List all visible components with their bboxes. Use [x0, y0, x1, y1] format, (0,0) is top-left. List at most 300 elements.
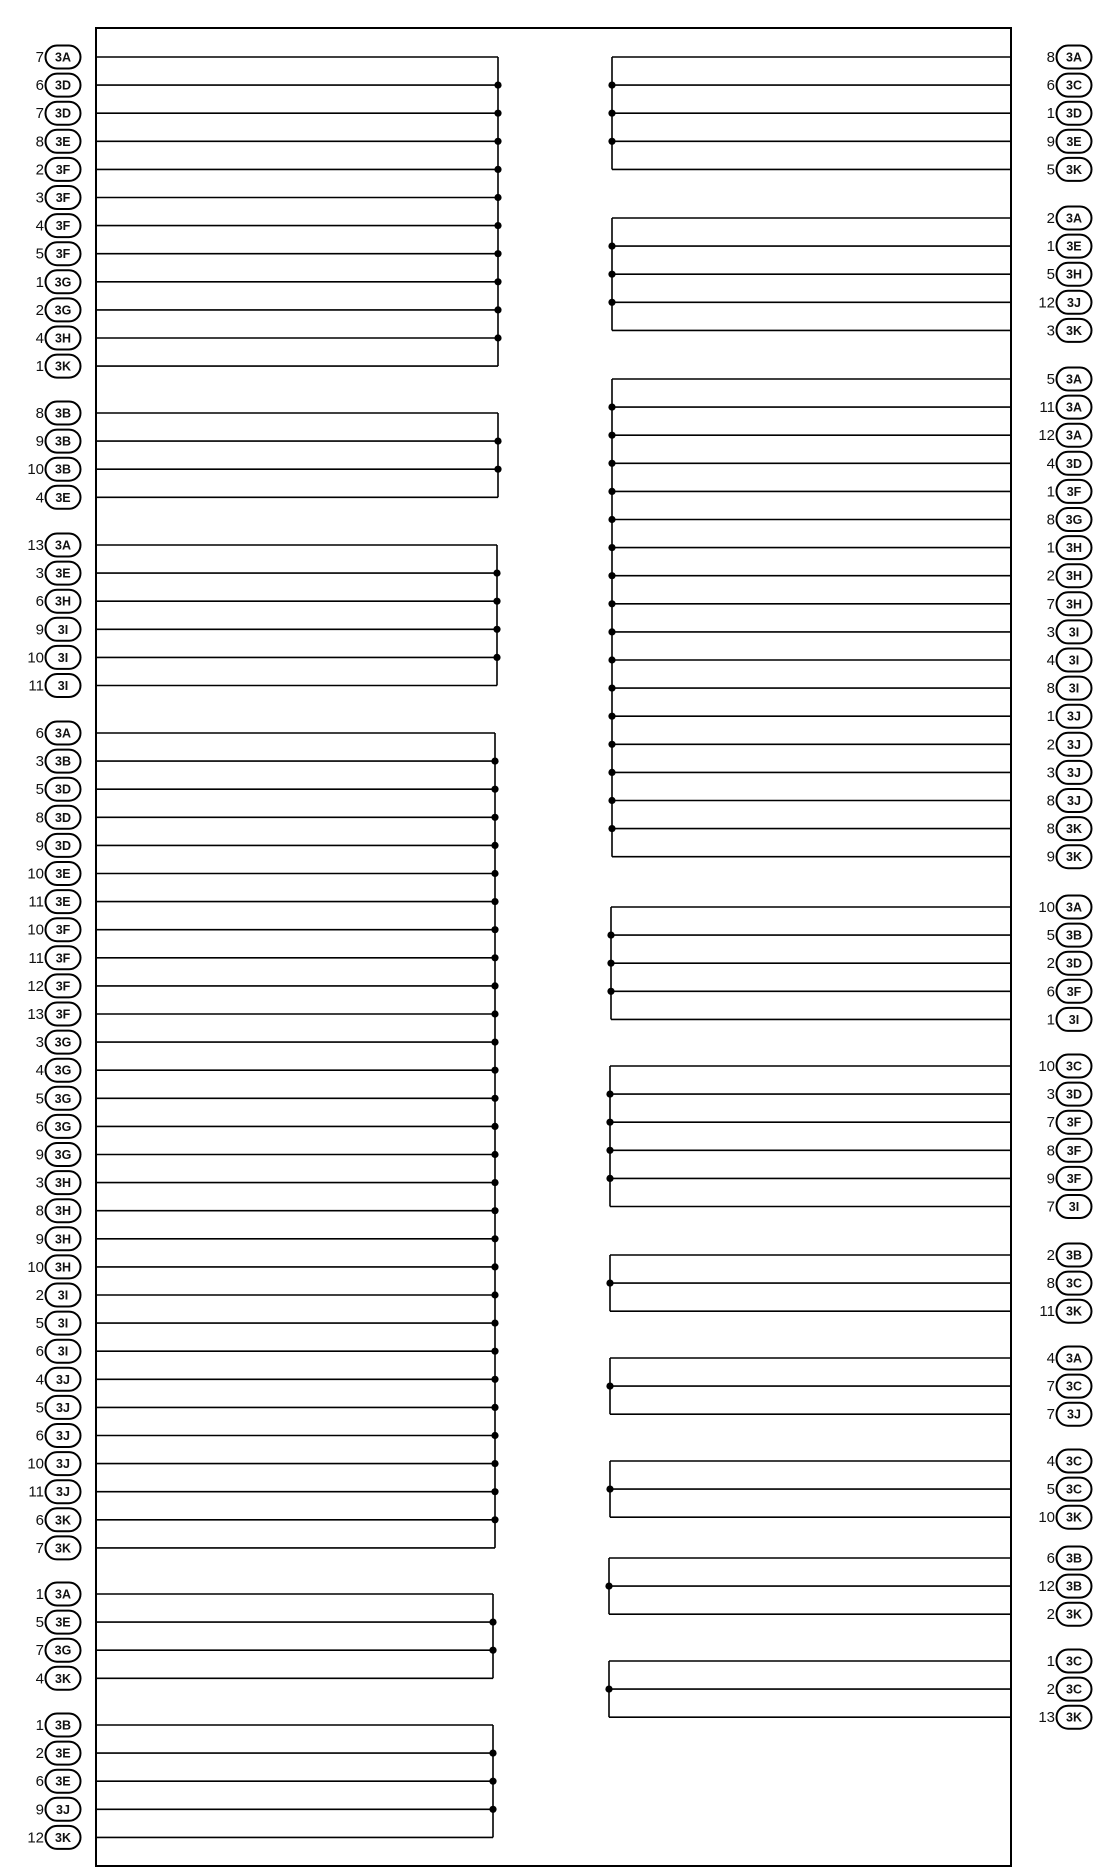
right-junction-dot [608, 544, 615, 551]
left-pin-number: 7 [35, 1539, 44, 1557]
right-junction-dot [606, 1280, 613, 1287]
right-junction-dot [606, 1175, 613, 1182]
left-junction-dot [491, 898, 498, 905]
right-junction-dot [608, 299, 615, 306]
left-junction-dot [494, 110, 501, 117]
left-pin-number: 9 [35, 1801, 44, 1819]
right-junction-dot [606, 1119, 613, 1126]
left-junction-dot [493, 654, 500, 661]
right-pin-number: 1 [1046, 105, 1055, 123]
right-junction-dot [607, 960, 614, 967]
right-connector-label: 3B [1066, 1579, 1082, 1594]
right-pin-number: 7 [1046, 1378, 1055, 1396]
left-pin-number: 3 [35, 189, 44, 207]
left-pin-number: 7 [35, 1642, 44, 1660]
left-junction-dot [494, 222, 501, 229]
right-pin-number: 5 [1046, 266, 1055, 284]
left-pin-number: 4 [35, 1670, 44, 1688]
right-junction-dot [608, 460, 615, 467]
left-connector-groups [27, 46, 501, 1849]
left-junction-dot [491, 1207, 498, 1214]
left-pin-number: 4 [35, 1371, 44, 1389]
right-pin-number: 9 [1046, 848, 1055, 866]
right-connector-label: 3D [1066, 1087, 1082, 1102]
left-junction-dot [491, 1095, 498, 1102]
right-pin-number: 12 [1038, 427, 1055, 445]
right-connector-label: 3F [1066, 484, 1082, 499]
left-group-6 [27, 1714, 496, 1849]
right-pin-number: 7 [1046, 1114, 1055, 1132]
outer-frame [96, 28, 1011, 1866]
left-pin-number: 5 [35, 1614, 44, 1632]
right-pin-number: 4 [1046, 1453, 1055, 1470]
left-connector-label: 3H [55, 1176, 71, 1191]
right-pin-number: 8 [1046, 49, 1055, 66]
right-pin-number: 8 [1046, 792, 1055, 810]
left-junction-dot [491, 982, 498, 989]
right-pin-number: 2 [1046, 1606, 1055, 1624]
left-pin-number: 10 [27, 1258, 44, 1276]
left-pin-number: 9 [35, 1146, 44, 1164]
right-connector-label: 3A [1066, 50, 1082, 65]
right-pin-number: 6 [1046, 983, 1055, 1001]
left-pin-number: 9 [35, 433, 44, 451]
right-pin-number: 5 [1046, 927, 1055, 945]
left-junction-dot [491, 1320, 498, 1327]
left-junction-dot [491, 1151, 498, 1158]
right-group-1 [608, 46, 1091, 181]
left-pin-number: 5 [35, 1399, 44, 1417]
right-connector-label: 3F [1066, 1171, 1082, 1186]
right-junction-dot [606, 1147, 613, 1154]
left-junction-dot [491, 1123, 498, 1130]
right-connector-label: 3J [1067, 295, 1081, 310]
left-junction-dot [491, 1179, 498, 1186]
left-junction-dot [491, 1432, 498, 1439]
left-connector-label: 3H [55, 594, 71, 609]
left-pin-number: 6 [35, 1511, 44, 1529]
left-connector-label: 3E [55, 490, 71, 505]
left-junction-dot [491, 842, 498, 849]
left-pin-number: 6 [35, 593, 44, 611]
left-pin-number: 6 [35, 725, 44, 742]
right-pin-number: 8 [1046, 511, 1055, 529]
right-pin-number: 3 [1046, 322, 1055, 340]
left-junction-dot [491, 926, 498, 933]
right-junction-dot [608, 404, 615, 411]
left-pin-number: 8 [35, 809, 44, 827]
right-pin-number: 8 [1046, 680, 1055, 698]
right-group-6 [606, 1244, 1091, 1323]
right-connector-label: 3C [1066, 1454, 1082, 1469]
right-pin-number: 6 [1046, 1550, 1055, 1567]
left-connector-label: 3B [55, 754, 71, 769]
right-connector-label: 3K [1066, 1510, 1082, 1525]
right-pin-number: 10 [1038, 1509, 1055, 1527]
left-connector-label: 3K [55, 359, 71, 374]
left-connector-label: 3K [55, 1513, 71, 1528]
left-connector-label: 3I [57, 650, 69, 665]
right-connector-label: 3H [1066, 597, 1082, 612]
left-connector-label: 3H [55, 1232, 71, 1247]
left-connector-label: 3J [56, 1802, 70, 1817]
right-pin-number: 11 [1039, 1303, 1055, 1321]
left-junction-dot [493, 570, 500, 577]
left-connector-label: 3G [54, 1035, 72, 1050]
left-connector-label: 3I [57, 1288, 69, 1303]
left-junction-dot [494, 82, 501, 89]
left-connector-label: 3I [57, 1316, 69, 1331]
right-connector-label: 3K [1066, 323, 1082, 338]
right-connector-label: 3C [1066, 1482, 1082, 1497]
right-pin-number: 10 [1038, 1058, 1055, 1075]
left-junction-dot [489, 1619, 496, 1626]
right-junction-dot [608, 432, 615, 439]
left-pin-number: 5 [35, 1090, 44, 1108]
left-connector-label: 3K [55, 1671, 71, 1686]
right-pin-number: 9 [1046, 1170, 1055, 1188]
right-pin-number: 10 [1038, 899, 1055, 916]
right-pin-number: 3 [1046, 623, 1055, 641]
right-pin-number: 6 [1046, 77, 1055, 95]
left-junction-dot [491, 1039, 498, 1046]
left-pin-number: 10 [27, 649, 44, 667]
left-junction-dot [491, 1235, 498, 1242]
right-connector-label: 3I [1068, 625, 1080, 640]
right-pin-number: 1 [1046, 483, 1055, 501]
left-connector-label: 3F [55, 923, 71, 938]
right-connector-label: 3H [1066, 569, 1082, 584]
left-connector-label: 3I [57, 622, 69, 637]
right-junction-dot [608, 516, 615, 523]
left-junction-dot [491, 1067, 498, 1074]
left-connector-label: 3J [56, 1400, 70, 1415]
left-junction-dot [494, 278, 501, 285]
left-connector-label: 3A [55, 1587, 71, 1602]
right-junction-dot [608, 82, 615, 89]
left-junction-dot [489, 1778, 496, 1785]
right-junction-dot [608, 271, 615, 278]
right-pin-number: 2 [1046, 1247, 1055, 1264]
right-junction-dot [605, 1686, 612, 1693]
right-group-4 [607, 896, 1091, 1031]
right-junction-dot [608, 797, 615, 804]
right-connector-label: 3K [1066, 1304, 1082, 1319]
left-connector-label: 3H [55, 1204, 71, 1219]
left-junction-dot [491, 1010, 498, 1017]
right-connector-label: 3K [1066, 850, 1082, 865]
right-pin-number: 11 [1039, 399, 1055, 417]
left-pin-number: 13 [27, 1006, 44, 1023]
left-pin-number: 10 [27, 865, 44, 883]
right-connector-label: 3J [1067, 1407, 1081, 1422]
left-junction-dot [494, 438, 501, 445]
left-connector-label: 3D [55, 838, 71, 853]
left-pin-number: 1 [35, 1717, 44, 1734]
left-connector-label: 3G [54, 1063, 72, 1078]
right-connector-label: 3D [1066, 956, 1082, 971]
right-group-8 [606, 1450, 1091, 1529]
right-junction-dot [608, 628, 615, 635]
right-connector-label: 3B [1066, 1551, 1082, 1566]
left-junction-dot [494, 138, 501, 145]
right-connector-label: 3A [1066, 211, 1082, 226]
left-group-3 [27, 534, 500, 698]
left-connector-label: 3E [55, 895, 71, 910]
right-connector-label: 3K [1066, 822, 1082, 837]
left-junction-dot [491, 758, 498, 765]
right-junction-dot [606, 1486, 613, 1493]
left-connector-label: 3E [55, 1615, 71, 1630]
left-connector-label: 3D [55, 106, 71, 121]
right-pin-number: 13 [1038, 1709, 1055, 1727]
right-junction-dot [608, 138, 615, 145]
right-connector-label: 3J [1067, 737, 1081, 752]
left-pin-number: 6 [35, 1118, 44, 1136]
right-pin-number: 8 [1046, 1142, 1055, 1160]
left-connector-label: 3I [57, 679, 69, 693]
right-connector-label: 3E [1066, 134, 1082, 149]
left-junction-dot [491, 786, 498, 793]
right-connector-label: 3A [1066, 900, 1082, 915]
left-connector-label: 3F [55, 951, 71, 966]
left-junction-dot [494, 334, 501, 341]
right-junction-dot [608, 600, 615, 607]
left-pin-number: 12 [27, 977, 44, 995]
right-junction-dot [608, 741, 615, 748]
right-pin-number: 7 [1046, 1198, 1055, 1216]
left-pin-number: 2 [35, 161, 44, 179]
left-pin-number: 9 [35, 1230, 44, 1248]
left-connector-label: 3G [54, 1148, 72, 1162]
right-group-3 [608, 368, 1091, 869]
left-junction-dot [489, 1806, 496, 1813]
right-pin-number: 4 [1046, 1350, 1055, 1367]
right-pin-number: 3 [1046, 764, 1055, 782]
left-junction-dot [491, 1460, 498, 1467]
left-group-2 [27, 402, 501, 509]
right-connector-label: 3C [1066, 1654, 1082, 1669]
left-connector-label: 3B [55, 462, 71, 477]
right-group-2 [608, 207, 1091, 342]
left-pin-number: 11 [28, 949, 44, 967]
left-junction-dot [494, 466, 501, 473]
right-junction-dot [608, 685, 615, 692]
left-connector-label: 3G [54, 1091, 72, 1106]
right-pin-number: 7 [1046, 1406, 1055, 1424]
left-junction-dot [489, 1750, 496, 1757]
right-connector-label: 3I [1068, 1200, 1080, 1214]
right-pin-number: 12 [1038, 1578, 1055, 1596]
right-pin-number: 5 [1046, 161, 1055, 179]
left-pin-number: 4 [35, 1062, 44, 1080]
right-connector-label: 3B [1066, 928, 1082, 943]
left-pin-number: 9 [35, 621, 44, 639]
left-connector-label: 3K [55, 1830, 71, 1845]
left-pin-number: 3 [35, 565, 44, 583]
left-pin-number: 6 [35, 1773, 44, 1791]
right-connector-label: 3C [1066, 1276, 1082, 1291]
right-pin-number: 2 [1046, 1681, 1055, 1699]
left-connector-label: 3D [55, 78, 71, 93]
right-connector-label: 3J [1067, 794, 1081, 808]
left-connector-label: 3F [55, 191, 71, 205]
left-pin-number: 9 [35, 837, 44, 855]
right-junction-dot [607, 988, 614, 995]
right-junction-dot [605, 1583, 612, 1590]
right-junction-dot [608, 713, 615, 720]
left-junction-dot [494, 194, 501, 201]
right-junction-dot [608, 656, 615, 663]
left-pin-number: 13 [27, 537, 44, 554]
right-junction-dot [608, 110, 615, 117]
left-junction-dot [491, 1404, 498, 1411]
left-pin-number: 12 [27, 1829, 44, 1847]
left-connector-label: 3F [55, 1007, 71, 1022]
left-connector-label: 3I [57, 1344, 69, 1359]
right-connector-label: 3K [1066, 1607, 1082, 1622]
right-pin-number: 2 [1046, 567, 1055, 585]
right-connector-label: 3I [1068, 681, 1080, 696]
left-pin-number: 2 [35, 301, 44, 319]
right-junction-dot [608, 243, 615, 250]
right-pin-number: 1 [1046, 539, 1055, 557]
left-junction-dot [491, 954, 498, 961]
right-connector-label: 3G [1065, 513, 1083, 527]
left-pin-number: 7 [35, 49, 44, 66]
left-pin-number: 6 [35, 1343, 44, 1361]
right-pin-number: 1 [1046, 708, 1055, 726]
left-junction-dot [491, 1376, 498, 1383]
right-connector-label: 3C [1066, 1059, 1082, 1074]
left-connector-label: 3B [55, 1718, 71, 1733]
right-group-7 [606, 1347, 1091, 1426]
left-connector-label: 3J [56, 1372, 70, 1387]
left-pin-number: 11 [28, 677, 44, 695]
right-pin-number: 5 [1046, 371, 1055, 388]
left-pin-number: 2 [35, 1287, 44, 1304]
right-pin-number: 5 [1046, 1481, 1055, 1499]
right-junction-dot [608, 572, 615, 579]
right-connector-groups [605, 46, 1091, 1729]
left-pin-number: 11 [28, 893, 44, 911]
left-connector-label: 3H [55, 331, 71, 346]
left-pin-number: 1 [35, 273, 44, 291]
left-connector-label: 3E [55, 134, 71, 149]
left-connector-label: 3A [55, 538, 71, 553]
right-pin-number: 8 [1046, 1275, 1055, 1293]
right-junction-dot [608, 769, 615, 776]
left-connector-label: 3E [55, 1746, 71, 1761]
left-connector-label: 3G [54, 1643, 72, 1658]
right-connector-label: 3C [1066, 78, 1082, 93]
right-junction-dot [608, 825, 615, 832]
left-connector-label: 3E [55, 1774, 71, 1789]
right-connector-label: 3I [1068, 653, 1080, 668]
left-pin-number: 5 [35, 781, 44, 799]
left-junction-dot [491, 1488, 498, 1495]
right-pin-number: 1 [1046, 238, 1055, 256]
left-connector-label: 3B [55, 406, 71, 421]
right-pin-number: 7 [1046, 595, 1055, 613]
left-connector-label: 3J [56, 1457, 70, 1472]
left-pin-number: 8 [35, 133, 44, 151]
left-junction-dot [491, 1291, 498, 1298]
right-connector-label: 3K [1066, 1710, 1082, 1725]
left-junction-dot [493, 598, 500, 605]
left-junction-dot [493, 626, 500, 633]
left-connector-label: 3F [55, 162, 71, 177]
left-connector-label: 3G [54, 275, 72, 290]
left-pin-number: 6 [35, 1427, 44, 1445]
right-pin-number: 4 [1046, 652, 1055, 669]
right-junction-dot [608, 488, 615, 495]
left-pin-number: 8 [35, 405, 44, 422]
left-connector-label: 3A [55, 50, 71, 65]
left-connector-label: 3D [55, 810, 71, 825]
left-connector-label: 3F [55, 247, 71, 262]
right-connector-label: 3A [1066, 372, 1082, 387]
right-pin-number: 2 [1046, 736, 1055, 754]
left-junction-dot [491, 1516, 498, 1523]
left-pin-number: 1 [35, 1586, 44, 1603]
left-junction-dot [491, 814, 498, 821]
right-connector-label: 3F [1066, 984, 1082, 999]
right-junction-dot [606, 1383, 613, 1390]
right-pin-number: 12 [1038, 294, 1055, 312]
left-pin-number: 3 [35, 1034, 44, 1052]
left-junction-dot [494, 250, 501, 257]
left-connector-label: 3J [56, 1485, 70, 1500]
right-connector-label: 3D [1066, 106, 1082, 121]
right-connector-label: 3A [1066, 1351, 1082, 1366]
left-connector-label: 3G [54, 303, 72, 318]
right-connector-label: 3F [1066, 1143, 1082, 1158]
left-pin-number: 1 [35, 358, 44, 376]
left-connector-label: 3G [54, 1119, 72, 1134]
right-connector-label: 3H [1066, 541, 1082, 556]
right-junction-dot [606, 1091, 613, 1098]
left-connector-label: 3H [55, 1260, 71, 1275]
right-connector-label: 3F [1066, 1115, 1082, 1130]
right-pin-number: 4 [1046, 455, 1055, 473]
left-pin-number: 6 [35, 77, 44, 95]
right-connector-label: 3J [1067, 709, 1081, 724]
left-junction-dot [491, 1348, 498, 1355]
left-group-1 [36, 46, 502, 378]
left-pin-number: 3 [35, 753, 44, 771]
right-connector-label: 3A [1066, 428, 1082, 443]
right-connector-label: 3J [1067, 765, 1081, 780]
right-junction-dot [607, 932, 614, 939]
right-connector-label: 3A [1066, 400, 1082, 415]
right-connector-label: 3K [1066, 162, 1082, 177]
left-pin-number: 10 [27, 461, 44, 479]
right-pin-number: 2 [1046, 210, 1055, 227]
right-pin-number: 2 [1046, 955, 1055, 973]
left-junction-dot [494, 166, 501, 173]
right-connector-label: 3I [1068, 1012, 1080, 1027]
left-junction-dot [489, 1647, 496, 1654]
right-pin-number: 1 [1046, 1011, 1055, 1029]
left-group-4 [27, 722, 498, 1560]
left-connector-label: 3A [55, 726, 71, 741]
left-connector-label: 3E [55, 867, 71, 881]
left-connector-label: 3F [55, 219, 71, 234]
right-pin-number: 9 [1046, 133, 1055, 151]
right-connector-label: 3C [1066, 1379, 1082, 1394]
left-pin-number: 4 [35, 489, 44, 507]
